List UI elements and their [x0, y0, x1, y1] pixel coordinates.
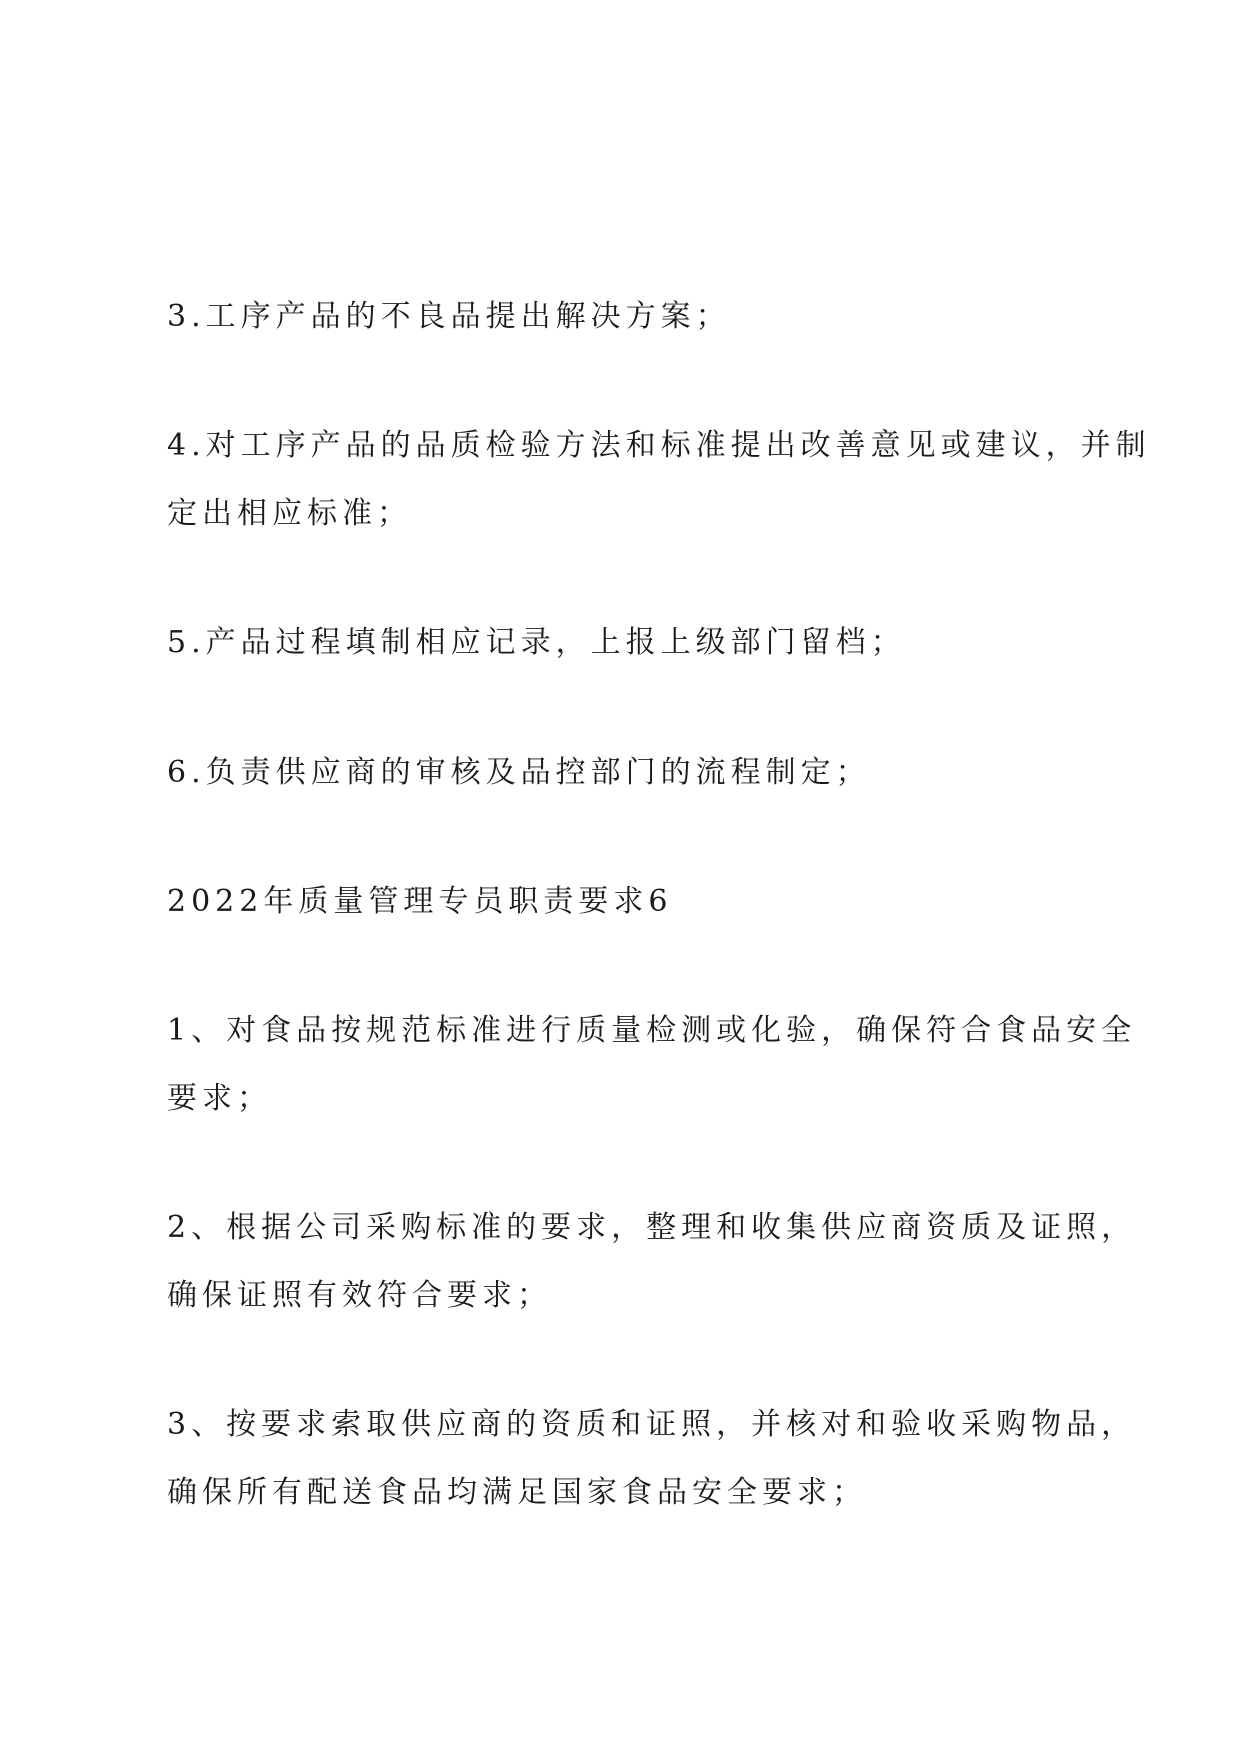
- text-line-req-2: 2、根据公司采购标准的要求，整理和收集供应商资质及证照，: [167, 1210, 1137, 1245]
- section-heading: 2022年质量管理专员职责要求6: [167, 884, 673, 919]
- text-line-item-5: 5.产品过程填制相应记录，上报上级部门留档；: [167, 625, 906, 660]
- text-line-item-3: 3.工序产品的不良品提出解决方案；: [167, 299, 731, 334]
- text-line-req-3-cont: 确保所有配送食品均满足国家食品安全要求；: [167, 1475, 867, 1510]
- text-line-req-2-cont: 确保证照有效符合要求；: [167, 1278, 552, 1313]
- text-line-req-1-cont: 要求；: [167, 1081, 272, 1116]
- text-line-item-6: 6.负责供应商的审核及品控部门的流程制定；: [167, 755, 871, 790]
- text-line-req-3: 3、按要求索取供应商的资质和证照，并核对和验收采购物品，: [167, 1407, 1137, 1442]
- text-line-item-4: 4.对工序产品的品质检验方法和标准提出改善意见或建议，并制: [167, 428, 1151, 463]
- text-line-req-1: 1、对食品按规范标准进行质量检测或化验，确保符合食品安全: [167, 1013, 1137, 1048]
- text-line-item-4-cont: 定出相应标准；: [167, 496, 412, 531]
